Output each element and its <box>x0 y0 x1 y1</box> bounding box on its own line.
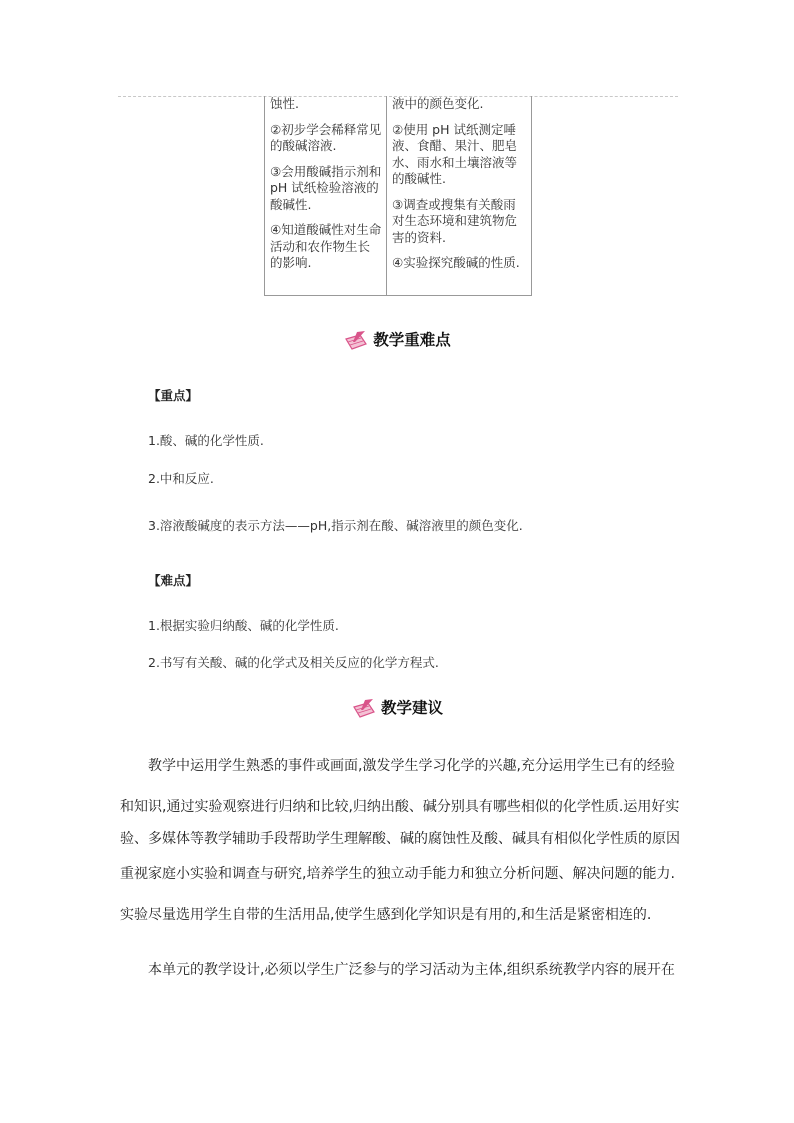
objectives-col-2 <box>387 96 532 295</box>
table-text: ④实验探究酸碱的性质. <box>392 255 520 270</box>
section-title: 教学重难点 <box>373 331 451 349</box>
table-text: ④知道酸碱性对生命活动和农作物生长的影响. <box>270 222 382 270</box>
paragraph-line: 教学中运用学生熟悉的事件或画面,激发学生学习化学的兴趣,充分运用学生已有的经验 <box>148 758 675 774</box>
objectives-col-1 <box>265 96 387 295</box>
table-text: ②使用 pH 试纸测定唾液、食醋、果汁、肥皂水、雨水和土壤溶液等的酸碱性. <box>392 121 518 186</box>
list-item: 2.书写有关酸、碱的化学式及相关反应的化学方程式. <box>148 655 439 670</box>
difficult-points-label: 【难点】 <box>148 573 199 588</box>
paragraph-line: 本单元的教学设计,必须以学生广泛参与的学习活动为主体,组织系统教学内容的展开在 <box>148 962 675 978</box>
list-item: 1.酸、碱的化学性质. <box>148 433 264 448</box>
objectives-table <box>264 96 532 296</box>
paragraph-line: 实验尽量选用学生自带的生活用品,使学生感到化学知识是有用的,和生活是紧密相连的. <box>120 907 652 923</box>
table-text: ②初步学会稀释常见的酸碱溶液. <box>270 121 382 153</box>
paragraph-line: 和知识,通过实验观察进行归纳和比较,归纳出酸、碱分别具有哪些相似的化学性质.运用好实 <box>120 799 680 815</box>
list-item: 1.根据实验归纳酸、碱的化学性质. <box>148 618 339 633</box>
section-heading-suggestions <box>0 696 794 720</box>
section-title: 教学建议 <box>380 699 443 717</box>
list-item: 2.中和反应. <box>148 471 214 486</box>
table-text: 蚀性. <box>270 96 299 111</box>
pen-notebook-icon <box>343 330 369 352</box>
table-text: ③调查或搜集有关酸雨对生态环境和建筑物危害的资料. <box>392 196 518 245</box>
list-item: 3.溶液酸碱度的表示方法——pH,指示剂在酸、碱溶液里的颜色变化. <box>148 518 523 533</box>
key-points-label: 【重点】 <box>148 388 199 403</box>
section-heading-key-points <box>0 328 794 352</box>
pen-notebook-icon <box>351 698 377 720</box>
table-text: ③会用酸碱指示剂和 pH 试纸检验溶液的酸碱性. <box>270 163 382 212</box>
paragraph-line: 重视家庭小实验和调查与研究,培养学生的独立动手能力和独立分析问题、解决问题的能力. <box>120 866 675 882</box>
table-text: 液中的颜色变化. <box>392 96 484 111</box>
paragraph-line: 验、多媒体等教学辅助手段帮助学生理解酸、碱的腐蚀性及酸、碱具有相似化学性质的原因 <box>120 831 680 847</box>
